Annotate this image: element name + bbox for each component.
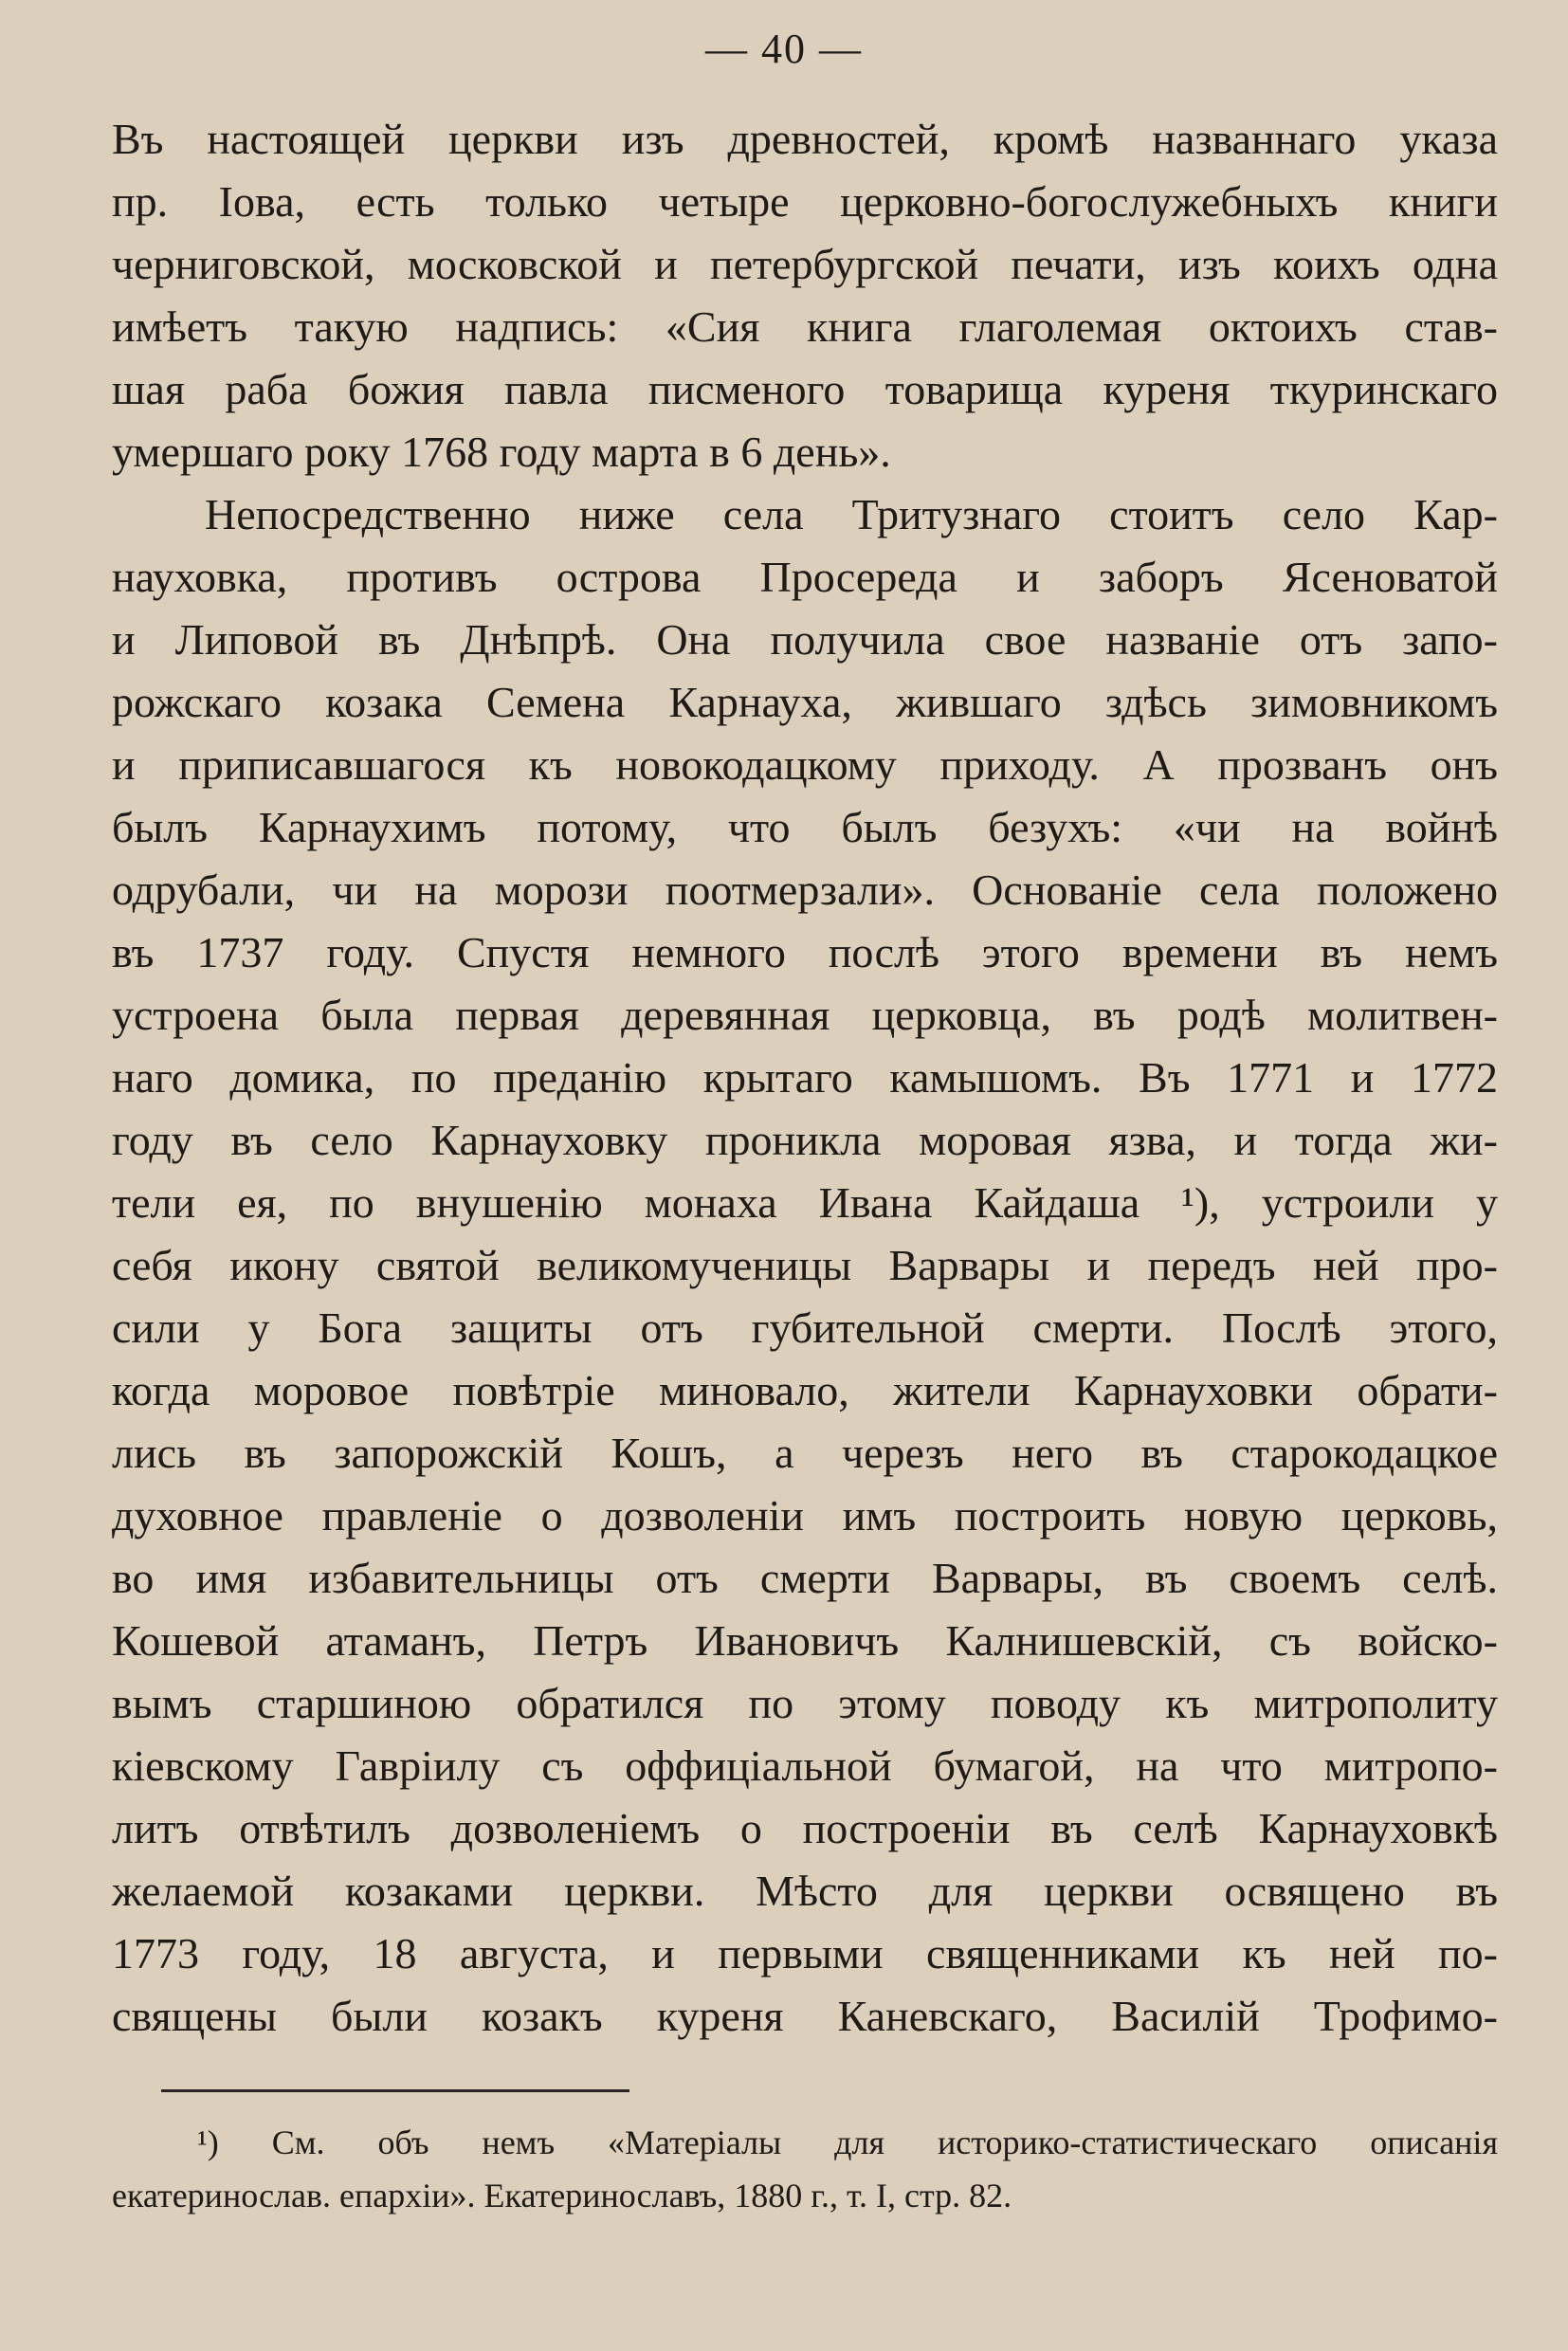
text-line: одрубали, чи на морози поотмерзали». Основаніе села положено — [112, 866, 1498, 914]
footnote — [112, 2116, 1498, 2222]
text-line: году въ село Карнауховку проникла моровая язва, и тогда жи- — [112, 1116, 1498, 1164]
footnote-line: ¹) См. объ немъ «Матеріалы для историко-статистическаго описанія — [197, 2123, 1498, 2161]
text-line: умершаго року 1768 году марта в 6 день». — [112, 428, 891, 476]
text-line: былъ Карнаухимъ потому, что былъ безухъ: «чи на войнѣ — [112, 803, 1498, 851]
text-line: тели ея, по внушенію монаха Ивана Кайдаша ¹), устроили у — [112, 1178, 1498, 1227]
text-line: сили у Бога защиты отъ губительной смерти. Послѣ этого, — [112, 1303, 1498, 1352]
text-line: пр. Іова, есть только четыре церковно-богослужебныхъ книги — [112, 177, 1498, 226]
text-line: желаемой козаками церкви. Мѣсто для церкви освящено въ — [112, 1867, 1498, 1915]
text-line: устроена была первая деревянная церковца, въ родѣ молитвен- — [112, 991, 1498, 1039]
page-number: — 40 — — [705, 26, 863, 72]
footnote-divider — [161, 2089, 629, 2092]
text-line: лись въ запорожскій Кошъ, а черезъ него въ старокодацкое — [112, 1429, 1498, 1477]
text-line: рожскаго козака Семена Карнауха, жившаго здѣсь зимовникомъ — [112, 678, 1498, 726]
text-line: священы были козакъ куреня Каневскаго, Василій Трофимо- — [112, 1992, 1498, 2040]
text-line: во имя избавительницы отъ смерти Варвары, въ своемъ селѣ. — [112, 1554, 1498, 1602]
text-line: когда моровое повѣтріе миновало, жители Карнауховки обрати- — [112, 1366, 1498, 1414]
text-line: литъ отвѣтилъ дозволеніемъ о построеніи въ селѣ Карнауховкѣ — [112, 1804, 1498, 1852]
text-line: имѣетъ такую надпись: «Сия книга глаголемая октоихъ став- — [112, 302, 1498, 351]
text-line: шая раба божия павла писменого товарища куреня ткуринскаго — [112, 365, 1498, 413]
text-line: кіевскому Гавріилу съ оффиціальной бумагой, на что митропо- — [112, 1741, 1498, 1790]
main-text — [112, 108, 1498, 2048]
text-line: и Липовой въ Днѣпрѣ. Она получила свое названіе отъ запо- — [112, 615, 1498, 664]
text-line: себя икону святой великомученицы Варвары и передъ ней про- — [112, 1241, 1498, 1289]
text-line: въ 1737 году. Спустя немного послѣ этого времени въ немъ — [112, 928, 1498, 976]
text-line: Въ настоящей церкви изъ древностей, кромѣ названнаго указа — [112, 115, 1498, 163]
text-line: 1773 году, 18 августа, и первыми священниками къ ней по- — [112, 1929, 1498, 1977]
text-line: духовное правленіе о дозволеніи имъ построить новую церковь, — [112, 1491, 1498, 1540]
text-line: науховка, противъ острова Просереда и заборъ Ясеноватой — [112, 553, 1498, 601]
text-line: наго домика, по преданію крытаго камышомъ. Въ 1771 и 1772 — [112, 1053, 1498, 1102]
text-line: черниговской, московской и петербургской печати, изъ коихъ одна — [112, 240, 1498, 288]
footnote-line: екатеринослав. епархіи». Екатеринославъ, 1880 г., т. I, стр. 82. — [112, 2177, 1012, 2214]
text-line: Непосредственно ниже села Тритузнаго стоитъ село Кар- — [205, 490, 1498, 538]
text-line: и приписавшагося къ новокодацкому приходу. А прозванъ онъ — [112, 740, 1498, 789]
text-line: вымъ старшиною обратился по этому поводу къ митрополиту — [112, 1679, 1498, 1727]
text-line: Кошевой атаманъ, Петръ Ивановичъ Калнишевскій, съ войско- — [112, 1616, 1498, 1665]
